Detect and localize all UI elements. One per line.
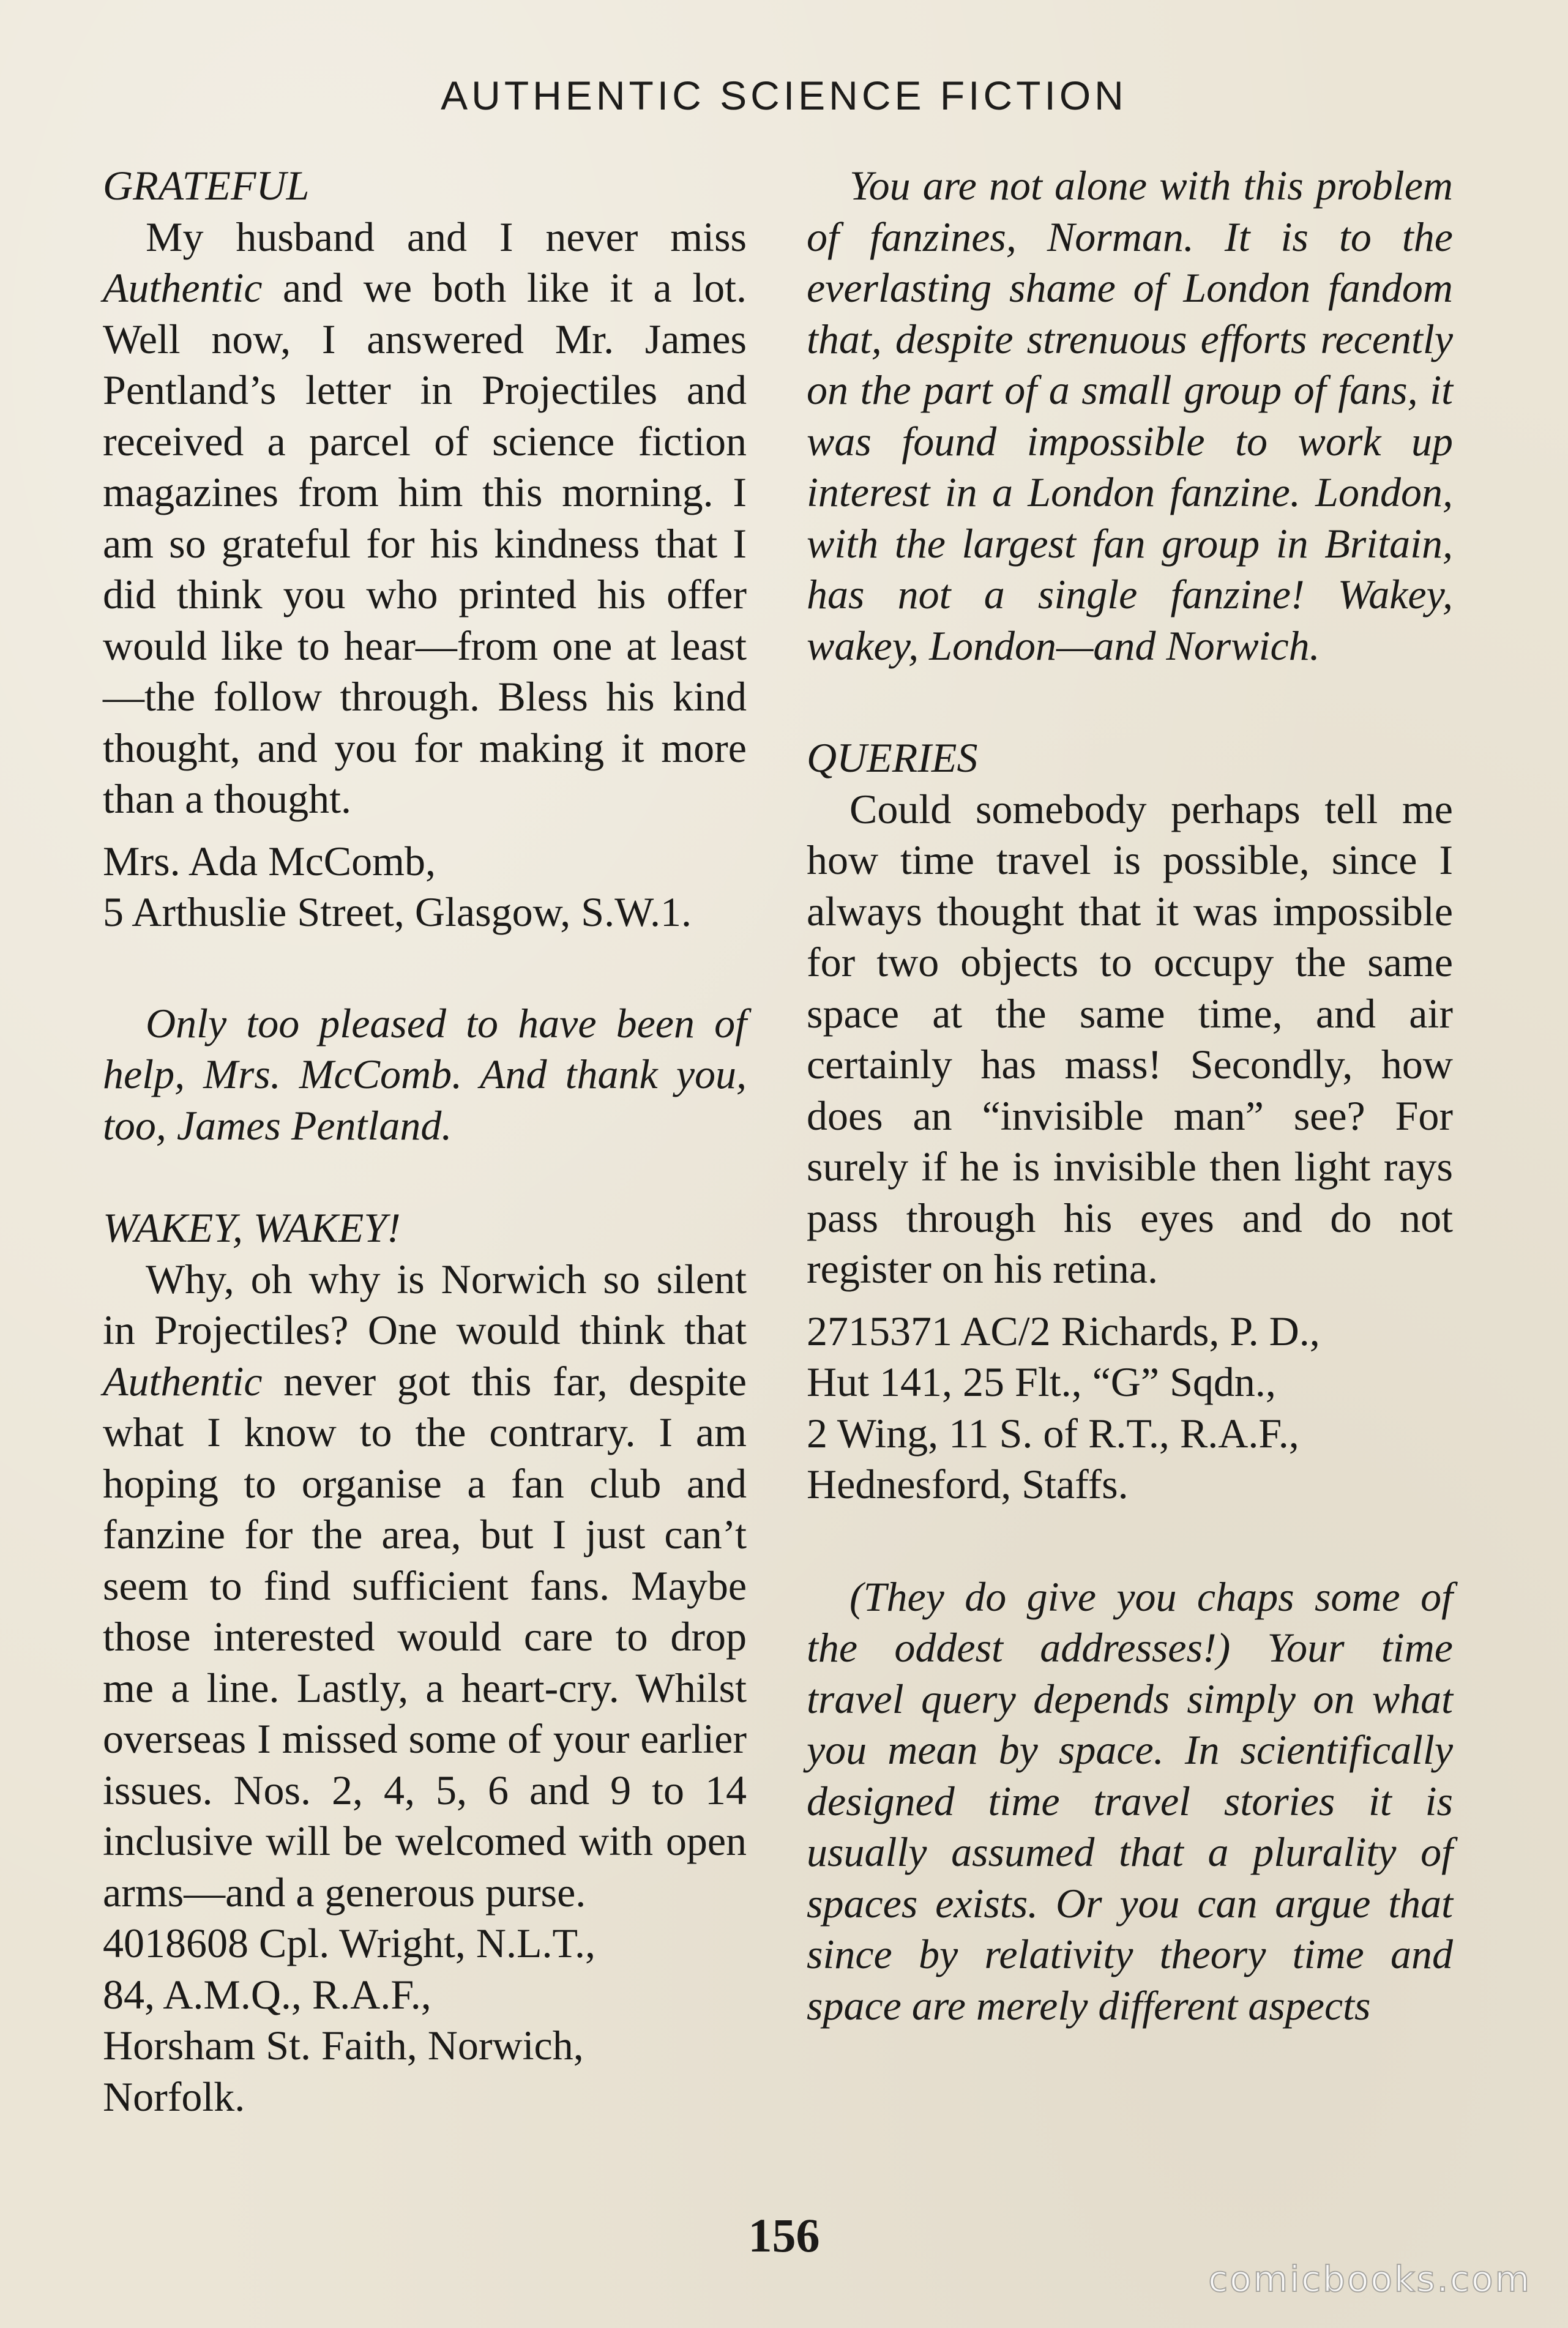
letter-body-queries: Could somebody perhaps tell me how time travel is possible, since I always thought that it was impossible for two objects to occupy the same space at the same time, and air certainly has mass! Secondly, how does an “invisible man” see? For surely if he is invisible then light rays pass through his eyes and do not register on his retina. [807,785,1453,1292]
magazine-title: Authentic [103,1357,263,1405]
address-line: 2 Wing, 11 S. of R.T., R.A.F., [807,1409,1299,1457]
right-column [807,160,1453,2031]
editor-reply-queries: (They do give you chaps some of the oddest addresses!) Your time travel query depends simply on what you mean by space. In scientifically designed time travel stories it is usually assumed that a plurality of spaces exists. Or you can argue that since by relativity theory time and space are merely different aspects [807,1573,1453,2029]
left-column [103,160,747,2122]
letter-text: Why, oh why is Norwich so silent in Projectiles? One would think that [103,1255,747,1353]
signature-address: 5 Arthuslie Street, Glasgow, S.W.1. [103,889,692,935]
address-line: 2715371 AC/2 Richards, P. D., [807,1307,1320,1354]
section-heading-wakey: WAKEY, WAKEY! [103,1204,401,1251]
editor-reply-grateful: Only too pleased to have been of help, Mrs. McComb. And thank you, too, James Pentland. [103,999,747,1149]
signature-name: Mrs. Ada McComb, [103,837,436,884]
address-line: 4018608 Cpl. Wright, N.L.T., [103,1920,596,1966]
letter-text: My husband and I never miss [146,213,747,260]
address-line: Norfolk. [103,2073,245,2120]
letter-text: and we both like it a lot. Well now, I answered Mr. James Pentland’s letter in Projectiles and received a parcel of science fiction magazines from him this morning. I am so grateful for his kindness that I did think you who printed his offer would like to hear—from one at least—the follow through. Bless his kind thought, and you for making it more than a thought. [103,264,747,822]
section-heading-grateful: GRATEFUL [103,162,310,209]
watermark: comicbooks.com [1208,2258,1531,2300]
letter-body-grateful [103,212,747,825]
address-line: 84, A.M.Q., R.A.F., [103,1971,431,2018]
running-header: AUTHENTIC SCIENCE FICTION [441,73,1127,118]
address-line: Horsham St. Faith, Norwich, [103,2022,584,2069]
section-heading-queries: QUERIES [807,734,978,781]
address-line: Hut 141, 25 Flt., “G” Sqdn., [807,1359,1276,1405]
editor-reply-wakey: You are not alone with this problem of fanzines, Norman. It is to the everlasting shame of London fandom that, despite strenuous efforts recently on the part of a small group of fans, it was found impossible to work up interest in a London fanzine. London, with the largest fan group in Britain, has not a single fanzine! Wakey, wakey, London—and Norwich. [807,162,1453,669]
page-number: 156 [748,2209,820,2262]
letter-body-wakey [103,1254,747,1919]
magazine-title: Authentic [103,264,263,311]
address-line: Hednesford, Staffs. [807,1461,1129,1507]
letter-text: never got this far, despite what I know to the contrary. I am hoping to organise a fan club and fanzine for the area, but I just can’t seem to find sufficient fans. Maybe those interested would care to drop me a line. Lastly, a heart-cry. Whilst overseas I missed some of your earlier issues. Nos. 2, 4, 5, 6 and 9 to 14 inclusive will be welcomed with open arms—and a generous purse. [103,1357,747,1916]
